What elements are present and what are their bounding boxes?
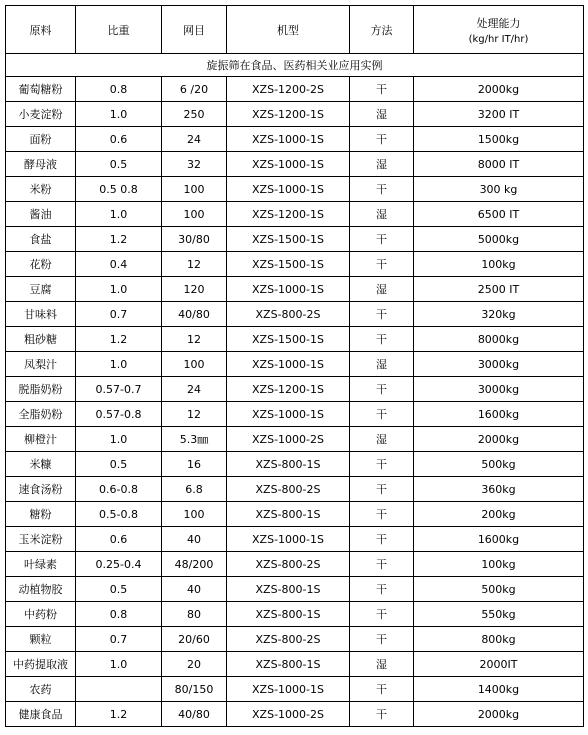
cell-mesh: 5.3㎜ bbox=[162, 427, 227, 452]
cell-model: XZS-800-2S bbox=[227, 627, 350, 652]
table-row bbox=[6, 352, 584, 377]
cell-gravity: 1.0 bbox=[76, 652, 162, 677]
cell-capacity: 100kg bbox=[414, 252, 584, 277]
cell-gravity: 0.57-0.8 bbox=[76, 402, 162, 427]
cell-mesh: 80/150 bbox=[162, 677, 227, 702]
cell-method: 湿 bbox=[350, 652, 414, 677]
cell-method: 干 bbox=[350, 577, 414, 602]
cell-capacity: 3000kg bbox=[414, 377, 584, 402]
table-row bbox=[6, 427, 584, 452]
cell-model: XZS-1000-1S bbox=[227, 677, 350, 702]
cell-method: 干 bbox=[350, 502, 414, 527]
header-specific-gravity: 比重 bbox=[76, 6, 162, 54]
cell-capacity: 320kg bbox=[414, 302, 584, 327]
table-row bbox=[6, 702, 584, 727]
cell-capacity: 2000IT bbox=[414, 652, 584, 677]
cell-mesh: 80 bbox=[162, 602, 227, 627]
cell-material: 全脂奶粉 bbox=[6, 402, 76, 427]
table-row bbox=[6, 127, 584, 152]
cell-gravity: 0.5 bbox=[76, 577, 162, 602]
cell-gravity bbox=[76, 677, 162, 702]
cell-mesh: 32 bbox=[162, 152, 227, 177]
cell-gravity: 1.2 bbox=[76, 227, 162, 252]
cell-material: 米糠 bbox=[6, 452, 76, 477]
cell-method: 湿 bbox=[350, 202, 414, 227]
cell-gravity: 0.5-0.8 bbox=[76, 502, 162, 527]
cell-gravity: 1.0 bbox=[76, 277, 162, 302]
cell-capacity: 500kg bbox=[414, 577, 584, 602]
cell-mesh: 100 bbox=[162, 352, 227, 377]
cell-method: 干 bbox=[350, 252, 414, 277]
cell-method: 湿 bbox=[350, 427, 414, 452]
table-row bbox=[6, 577, 584, 602]
cell-capacity: 5000kg bbox=[414, 227, 584, 252]
cell-material: 农药 bbox=[6, 677, 76, 702]
cell-capacity: 100kg bbox=[414, 552, 584, 577]
table-row bbox=[6, 102, 584, 127]
cell-model: XZS-1200-2S bbox=[227, 77, 350, 102]
cell-material: 酵母液 bbox=[6, 152, 76, 177]
cell-model: XZS-800-2S bbox=[227, 552, 350, 577]
cell-material: 葡萄糖粉 bbox=[6, 77, 76, 102]
cell-method: 干 bbox=[350, 327, 414, 352]
cell-capacity: 2000kg bbox=[414, 702, 584, 727]
cell-mesh: 100 bbox=[162, 202, 227, 227]
cell-mesh: 40 bbox=[162, 527, 227, 552]
cell-mesh: 20/60 bbox=[162, 627, 227, 652]
cell-material: 玉米淀粉 bbox=[6, 527, 76, 552]
cell-capacity: 1600kg bbox=[414, 402, 584, 427]
cell-method: 干 bbox=[350, 227, 414, 252]
cell-model: XZS-800-2S bbox=[227, 477, 350, 502]
cell-capacity: 500kg bbox=[414, 452, 584, 477]
cell-mesh: 120 bbox=[162, 277, 227, 302]
cell-model: XZS-1000-1S bbox=[227, 277, 350, 302]
cell-gravity: 0.25-0.4 bbox=[76, 552, 162, 577]
cell-capacity: 360kg bbox=[414, 477, 584, 502]
cell-material: 面粉 bbox=[6, 127, 76, 152]
table-row bbox=[6, 527, 584, 552]
cell-model: XZS-1500-1S bbox=[227, 327, 350, 352]
cell-mesh: 30/80 bbox=[162, 227, 227, 252]
cell-model: XZS-1000-1S bbox=[227, 127, 350, 152]
cell-capacity: 550kg bbox=[414, 602, 584, 627]
cell-gravity: 0.8 bbox=[76, 602, 162, 627]
cell-method: 干 bbox=[350, 127, 414, 152]
cell-material: 速食汤粉 bbox=[6, 477, 76, 502]
cell-material: 米粉 bbox=[6, 177, 76, 202]
table-row bbox=[6, 652, 584, 677]
cell-method: 干 bbox=[350, 402, 414, 427]
table-row bbox=[6, 602, 584, 627]
cell-model: XZS-1500-1S bbox=[227, 227, 350, 252]
cell-gravity: 1.0 bbox=[76, 427, 162, 452]
cell-method: 干 bbox=[350, 702, 414, 727]
cell-model: XZS-1000-1S bbox=[227, 352, 350, 377]
cell-gravity: 1.0 bbox=[76, 102, 162, 127]
cell-mesh: 24 bbox=[162, 377, 227, 402]
application-table bbox=[5, 5, 584, 727]
cell-mesh: 12 bbox=[162, 252, 227, 277]
cell-capacity: 2500 IT bbox=[414, 277, 584, 302]
table-row bbox=[6, 552, 584, 577]
cell-method: 干 bbox=[350, 77, 414, 102]
cell-mesh: 40 bbox=[162, 577, 227, 602]
cell-capacity: 2000kg bbox=[414, 77, 584, 102]
cell-gravity: 0.4 bbox=[76, 252, 162, 277]
cell-capacity: 3000kg bbox=[414, 352, 584, 377]
cell-gravity: 0.8 bbox=[76, 77, 162, 102]
cell-model: XZS-1000-2S bbox=[227, 427, 350, 452]
cell-mesh: 100 bbox=[162, 502, 227, 527]
table-row bbox=[6, 202, 584, 227]
cell-method: 干 bbox=[350, 177, 414, 202]
cell-capacity: 800kg bbox=[414, 627, 584, 652]
cell-capacity: 200kg bbox=[414, 502, 584, 527]
header-model: 机型 bbox=[227, 6, 350, 54]
cell-gravity: 1.2 bbox=[76, 702, 162, 727]
cell-material: 粗砂糖 bbox=[6, 327, 76, 352]
cell-gravity: 1.0 bbox=[76, 202, 162, 227]
cell-mesh: 24 bbox=[162, 127, 227, 152]
cell-mesh: 40/80 bbox=[162, 702, 227, 727]
cell-model: XZS-800-1S bbox=[227, 452, 350, 477]
section-title: 旋振筛在食品、医药相关业应用实例 bbox=[6, 54, 584, 77]
cell-model: XZS-1000-1S bbox=[227, 527, 350, 552]
cell-gravity: 1.0 bbox=[76, 352, 162, 377]
cell-material: 脱脂奶粉 bbox=[6, 377, 76, 402]
cell-material: 食盐 bbox=[6, 227, 76, 252]
cell-method: 干 bbox=[350, 602, 414, 627]
table-row bbox=[6, 277, 584, 302]
cell-mesh: 20 bbox=[162, 652, 227, 677]
section-row bbox=[6, 54, 584, 77]
cell-capacity: 3200 IT bbox=[414, 102, 584, 127]
cell-capacity: 2000kg bbox=[414, 427, 584, 452]
cell-gravity: 0.7 bbox=[76, 302, 162, 327]
cell-capacity: 1400kg bbox=[414, 677, 584, 702]
cell-gravity: 0.6 bbox=[76, 527, 162, 552]
cell-gravity: 0.6-0.8 bbox=[76, 477, 162, 502]
cell-material: 中药提取液 bbox=[6, 652, 76, 677]
header-capacity bbox=[414, 6, 584, 54]
cell-model: XZS-1200-1S bbox=[227, 377, 350, 402]
cell-method: 湿 bbox=[350, 102, 414, 127]
cell-model: XZS-800-1S bbox=[227, 577, 350, 602]
cell-material: 甘味料 bbox=[6, 302, 76, 327]
cell-method: 干 bbox=[350, 627, 414, 652]
cell-capacity: 8000kg bbox=[414, 327, 584, 352]
table-row bbox=[6, 377, 584, 402]
cell-capacity: 300 kg bbox=[414, 177, 584, 202]
table-row bbox=[6, 177, 584, 202]
cell-mesh: 16 bbox=[162, 452, 227, 477]
cell-method: 干 bbox=[350, 552, 414, 577]
cell-gravity: 0.6 bbox=[76, 127, 162, 152]
cell-mesh: 100 bbox=[162, 177, 227, 202]
cell-model: XZS-1200-1S bbox=[227, 102, 350, 127]
cell-mesh: 6.8 bbox=[162, 477, 227, 502]
cell-gravity: 1.2 bbox=[76, 327, 162, 352]
cell-material: 动植物胶 bbox=[6, 577, 76, 602]
cell-model: XZS-800-1S bbox=[227, 602, 350, 627]
cell-mesh: 48/200 bbox=[162, 552, 227, 577]
cell-model: XZS-800-1S bbox=[227, 502, 350, 527]
cell-method: 干 bbox=[350, 527, 414, 552]
cell-method: 干 bbox=[350, 452, 414, 477]
cell-method: 干 bbox=[350, 477, 414, 502]
cell-model: XZS-800-2S bbox=[227, 302, 350, 327]
cell-gravity: 0.5 bbox=[76, 152, 162, 177]
cell-material: 健康食品 bbox=[6, 702, 76, 727]
document-page bbox=[5, 5, 584, 727]
cell-method: 干 bbox=[350, 677, 414, 702]
cell-material: 豆腐 bbox=[6, 277, 76, 302]
cell-capacity: 1500kg bbox=[414, 127, 584, 152]
table-row bbox=[6, 627, 584, 652]
cell-gravity: 0.57-0.7 bbox=[76, 377, 162, 402]
cell-model: XZS-1000-2S bbox=[227, 702, 350, 727]
cell-method: 湿 bbox=[350, 277, 414, 302]
header-row bbox=[6, 6, 584, 54]
cell-capacity: 1600kg bbox=[414, 527, 584, 552]
header-method: 方法 bbox=[350, 6, 414, 54]
table-row bbox=[6, 502, 584, 527]
cell-material: 颗粒 bbox=[6, 627, 76, 652]
cell-material: 中药粉 bbox=[6, 602, 76, 627]
cell-material: 小麦淀粉 bbox=[6, 102, 76, 127]
header-capacity-label: 处理能力 bbox=[476, 16, 521, 30]
cell-material: 凤梨汁 bbox=[6, 352, 76, 377]
cell-mesh: 40/80 bbox=[162, 302, 227, 327]
table-row bbox=[6, 302, 584, 327]
cell-material: 柳橙汁 bbox=[6, 427, 76, 452]
cell-mesh: 12 bbox=[162, 402, 227, 427]
cell-capacity: 8000 IT bbox=[414, 152, 584, 177]
cell-model: XZS-1000-1S bbox=[227, 402, 350, 427]
table-row bbox=[6, 152, 584, 177]
cell-gravity: 0.7 bbox=[76, 627, 162, 652]
header-mesh: 网目 bbox=[162, 6, 227, 54]
cell-model: XZS-1000-1S bbox=[227, 152, 350, 177]
cell-mesh: 6 /20 bbox=[162, 77, 227, 102]
cell-method: 湿 bbox=[350, 352, 414, 377]
table-row bbox=[6, 677, 584, 702]
cell-mesh: 250 bbox=[162, 102, 227, 127]
cell-capacity: 6500 IT bbox=[414, 202, 584, 227]
cell-method: 干 bbox=[350, 302, 414, 327]
cell-model: XZS-1000-1S bbox=[227, 177, 350, 202]
table-row bbox=[6, 402, 584, 427]
cell-gravity: 0.5 bbox=[76, 452, 162, 477]
cell-gravity: 0.5 0.8 bbox=[76, 177, 162, 202]
table-row bbox=[6, 452, 584, 477]
table-row bbox=[6, 77, 584, 102]
header-material: 原料 bbox=[6, 6, 76, 54]
table-row bbox=[6, 477, 584, 502]
cell-mesh: 12 bbox=[162, 327, 227, 352]
header-capacity-unit: (kg/hr IT/hr) bbox=[468, 33, 529, 45]
cell-material: 糖粉 bbox=[6, 502, 76, 527]
cell-model: XZS-1500-1S bbox=[227, 252, 350, 277]
cell-material: 叶绿素 bbox=[6, 552, 76, 577]
cell-material: 酱油 bbox=[6, 202, 76, 227]
table-row bbox=[6, 227, 584, 252]
table-row bbox=[6, 252, 584, 277]
cell-material: 花粉 bbox=[6, 252, 76, 277]
cell-method: 湿 bbox=[350, 152, 414, 177]
cell-method: 干 bbox=[350, 377, 414, 402]
table-row bbox=[6, 327, 584, 352]
cell-model: XZS-800-1S bbox=[227, 652, 350, 677]
cell-model: XZS-1200-1S bbox=[227, 202, 350, 227]
